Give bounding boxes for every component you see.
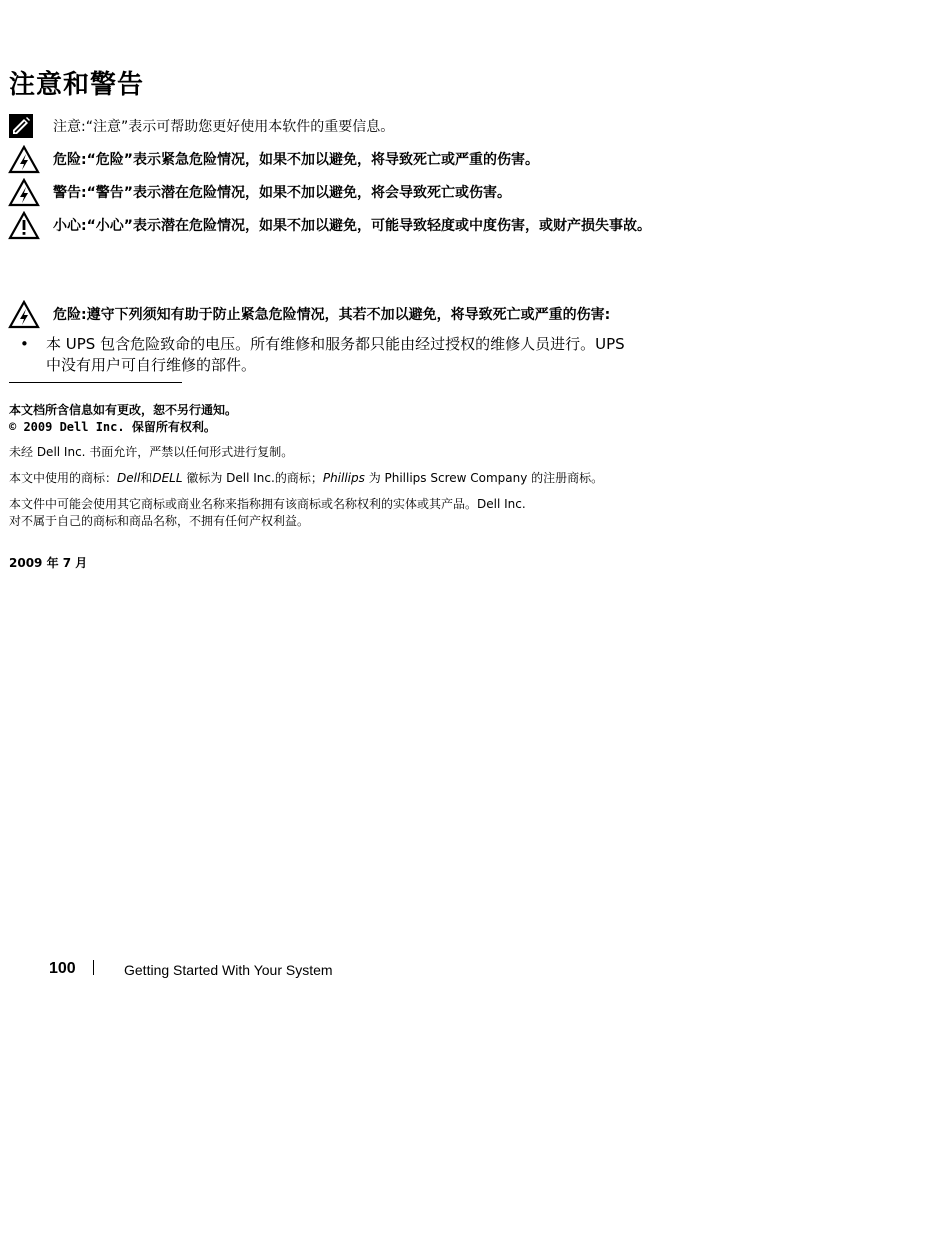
bullet-line-1: 本 UPS 包含危险致命的电压。所有维修和服务都只能由经过授权的维修人员进行。UPS (46, 335, 625, 353)
warning-notice (8, 178, 908, 208)
publication-date: 2009 年 7 月 (9, 556, 88, 570)
trademarks-suffix: 为 Phillips Screw Company 的注册商标。 (364, 471, 604, 485)
other-marks-line-1: 本文件中可能会使用其它商标或商业名称来指称拥有该商标或名称权利的实体或其产品。Dell Inc. (9, 497, 526, 511)
footer-doc-title: Getting Started With Your System (124, 962, 333, 978)
footer-separator (93, 960, 94, 975)
trademarks-line (9, 470, 603, 487)
warning-icon (8, 178, 40, 208)
danger-icon (8, 300, 40, 330)
danger-notice (8, 145, 908, 175)
note-notice (8, 112, 908, 142)
caution-text: 小心:“小心”表示潜在危险情况，如果不加以避免，可能导致轻度或中度伤害，或财产损失事故。 (53, 218, 651, 234)
trademark-and: 和 (140, 471, 153, 485)
reproduction-notice: 未经 Dell Inc. 书面允许，严禁以任何形式进行复制。 (9, 445, 294, 459)
danger-text: 危险:“危险”表示紧急危险情况，如果不加以避免，将导致死亡或严重的伤害。 (53, 152, 539, 168)
ups-danger-text: 危险:遵守下列须知有助于防止紧急危险情况，其若不加以避免，将导致死亡或严重的伤害: (53, 307, 611, 323)
trademark-phillips: Phillips (322, 471, 365, 485)
note-icon (8, 112, 40, 142)
caution-icon (8, 211, 40, 241)
copyright: © 2009 Dell Inc. 保留所有权利。 (9, 420, 216, 434)
trademarks-mid: 徽标为 Dell Inc.的商标； (182, 471, 323, 485)
trademark-dell: Dell (117, 471, 141, 485)
page-title: 注意和警告 (9, 70, 145, 100)
trademark-dell-logo: DELL (152, 471, 183, 485)
caution-notice (8, 211, 908, 241)
change-notice: 本文档所含信息如有更改，恕不另行通知。 (9, 403, 238, 417)
ups-danger-notice (8, 300, 908, 330)
bullet-line-2: 中没有用户可自行维修的部件。 (46, 356, 257, 374)
bullet-marker: • (20, 335, 29, 353)
trademarks-prefix: 本文中使用的商标： (9, 471, 118, 485)
warning-text: 警告:“警告”表示潜在危险情况，如果不加以避免，将会导致死亡或伤害。 (53, 185, 511, 201)
page-number: 100 (49, 960, 76, 977)
section-divider (9, 382, 182, 383)
danger-icon (8, 145, 40, 175)
bullet-body (46, 334, 736, 376)
other-marks-line-2: 对不属于自己的商标和商品名称，不拥有任何产权利益。 (9, 514, 310, 528)
note-text: 注意:“注意”表示可帮助您更好使用本软件的重要信息。 (53, 119, 395, 135)
